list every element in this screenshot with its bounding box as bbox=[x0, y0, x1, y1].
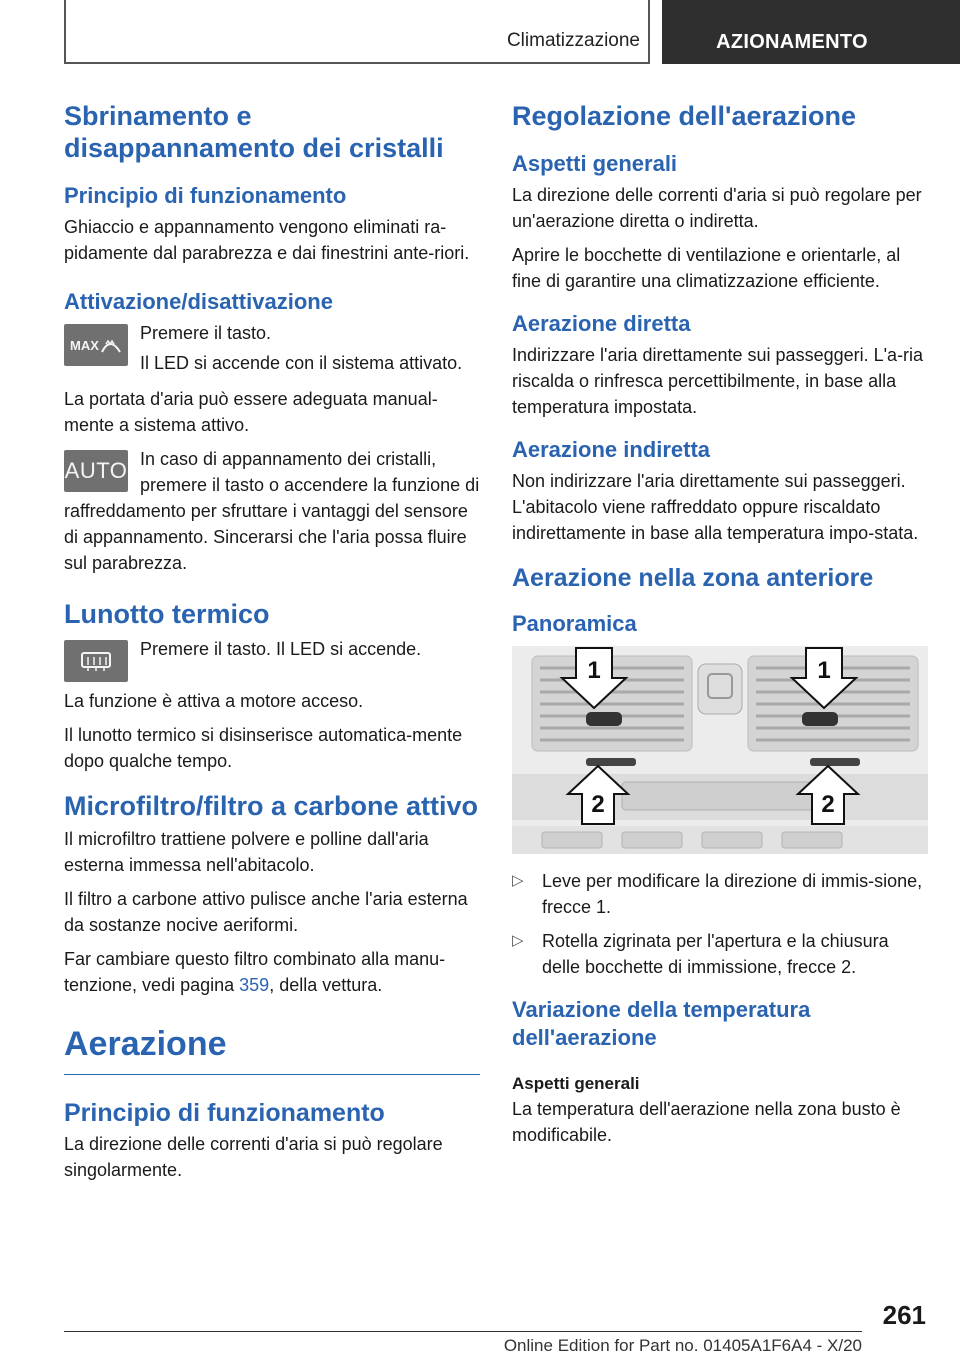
heading-general: Aspetti generali bbox=[512, 151, 678, 176]
auto-button-row bbox=[64, 446, 480, 584]
heading-overview: Panoramica bbox=[512, 611, 637, 636]
max-button-row bbox=[64, 320, 480, 380]
bullet-triangle-icon: ▷ bbox=[512, 932, 524, 949]
heading-ventilation-adjust: Regolazione dell'aerazione bbox=[512, 101, 857, 131]
text-rear-active: La funzione è attiva a motore acceso. bbox=[64, 691, 364, 711]
text-filter-1: Il microfiltro trattiene polvere e polline dall'aria esterna immessa nell'abitacolo. bbox=[64, 829, 429, 875]
heading-defrost: Sbrinamento e disappannamento dei cristalli bbox=[64, 101, 444, 163]
heading-direct: Aerazione diretta bbox=[512, 311, 691, 336]
heading-indirect: Aerazione indiretta bbox=[512, 437, 711, 462]
footer-rule bbox=[64, 1331, 862, 1332]
heading-filter: Microfiltro/filtro a carbone attivo bbox=[64, 791, 479, 821]
heading-principle-2: Principio di funzionamento bbox=[64, 1099, 385, 1127]
text-max-led: Il LED si accende con il sistema attivato. bbox=[140, 353, 463, 373]
text-filter-2: Il filtro a carbone attivo pulisce anche l'aria esterna da sostanze nocive aeriformi. bbox=[64, 889, 468, 935]
text-direct: Indirizzare l'aria direttamente sui passeggeri. L'a-ria riscalda o rinfresca percettibilmente, in base alla temperatura impostata. bbox=[512, 345, 924, 417]
heading-front-zone: Aerazione nella zona anteriore bbox=[512, 564, 874, 592]
text-indirect: Non indirizzare l'aria direttamente sui passeggeri. L'abitacolo viene raffreddato oppure riscaldato indirettamente in base alla temperatura impo-stata. bbox=[512, 471, 919, 543]
list-item: ▷ Leve per modificare la direzione di immis-sione, frecce 1. bbox=[512, 868, 928, 920]
arrow-label-1-left: 1 bbox=[587, 657, 601, 684]
auto-button-icon: AUTO bbox=[64, 450, 128, 492]
text-temp: La temperatura dell'aerazione nella zona busto è modificabile. bbox=[512, 1099, 901, 1145]
arrow-label-2-right: 2 bbox=[821, 791, 835, 818]
heading-activation: Attivazione/disattivazione bbox=[64, 289, 333, 314]
max-defrost-button-icon bbox=[64, 324, 128, 366]
text-rear-auto-off: Il lunotto termico si disinserisce automatica-mente dopo qualche tempo. bbox=[64, 725, 463, 771]
page-number: 261 bbox=[882, 1300, 926, 1330]
text-general-2: Aprire le bocchette di ventilazione e orientarle, al fine di garantire una climatizzazione efficiente. bbox=[512, 245, 901, 291]
text-auto: In caso di appannamento dei cristalli, premere il tasto o accendere la funzione di raffreddamento per sfruttare i vantaggi del sensore di appannamento. Sincerarsi che l'aria possa fluire sul parabrezza. bbox=[64, 449, 480, 573]
text-principle-2: La direzione delle correnti d'aria si può regolare singolarmente. bbox=[64, 1134, 443, 1180]
arrow-label-2-left: 2 bbox=[591, 791, 605, 818]
heading-rear-window: Lunotto termico bbox=[64, 599, 270, 629]
footer-edition: Online Edition for Part no. 01405A1F6A4 - X/20 bbox=[503, 1336, 862, 1355]
header-chapter-title: AZIONAMENTO bbox=[716, 31, 868, 53]
bullet-triangle-icon: ▷ bbox=[512, 872, 524, 889]
header-section-title: Climatizzazione bbox=[506, 30, 640, 51]
vent-figure bbox=[512, 646, 928, 854]
heading-principle: Principio di funzionamento bbox=[64, 183, 347, 208]
text-principle: Ghiaccio e appannamento vengono eliminati ra-pidamente dal parabrezza e dai finestrini ante-riori. bbox=[64, 217, 470, 263]
list-item: ▷ Rotella zigrinata per l'apertura e la chiusura delle bocchette di immissione, frecce 2. bbox=[512, 928, 928, 980]
header-chapter-tab bbox=[662, 0, 960, 64]
text-rear-press: Premere il tasto. Il LED si accende. bbox=[140, 639, 422, 659]
left-column bbox=[64, 100, 480, 1191]
page-link-359[interactable]: 359 bbox=[239, 975, 270, 995]
rear-defrost-row bbox=[64, 636, 480, 682]
text-max-press: Premere il tasto. bbox=[140, 323, 272, 343]
header-section-box bbox=[64, 0, 650, 64]
heading-temp-variation: Variazione della temperatura dell'aerazione bbox=[512, 997, 811, 1050]
text-airflow: La portata d'aria può essere adeguata manual-mente a sistema attivo. bbox=[64, 389, 438, 435]
aerazione-heading-rule bbox=[64, 1024, 480, 1075]
arrow-label-1-right: 1 bbox=[817, 657, 831, 684]
max-button-label: MAX bbox=[70, 338, 99, 353]
text-filter-3: Far cambiare questo filtro combinato alla manu-tenzione, vedi pagina 359, della vettura. bbox=[64, 949, 446, 995]
text-general-1: La direzione delle correnti d'aria si può regolare per un'aerazione diretta o indiretta. bbox=[512, 185, 922, 231]
heading-aerazione: Aerazione bbox=[64, 1025, 227, 1063]
subheading-general: Aspetti generali bbox=[512, 1074, 640, 1093]
rear-defrost-icon bbox=[64, 640, 128, 682]
right-column bbox=[512, 100, 928, 1156]
vent-bullet-list bbox=[512, 868, 928, 980]
